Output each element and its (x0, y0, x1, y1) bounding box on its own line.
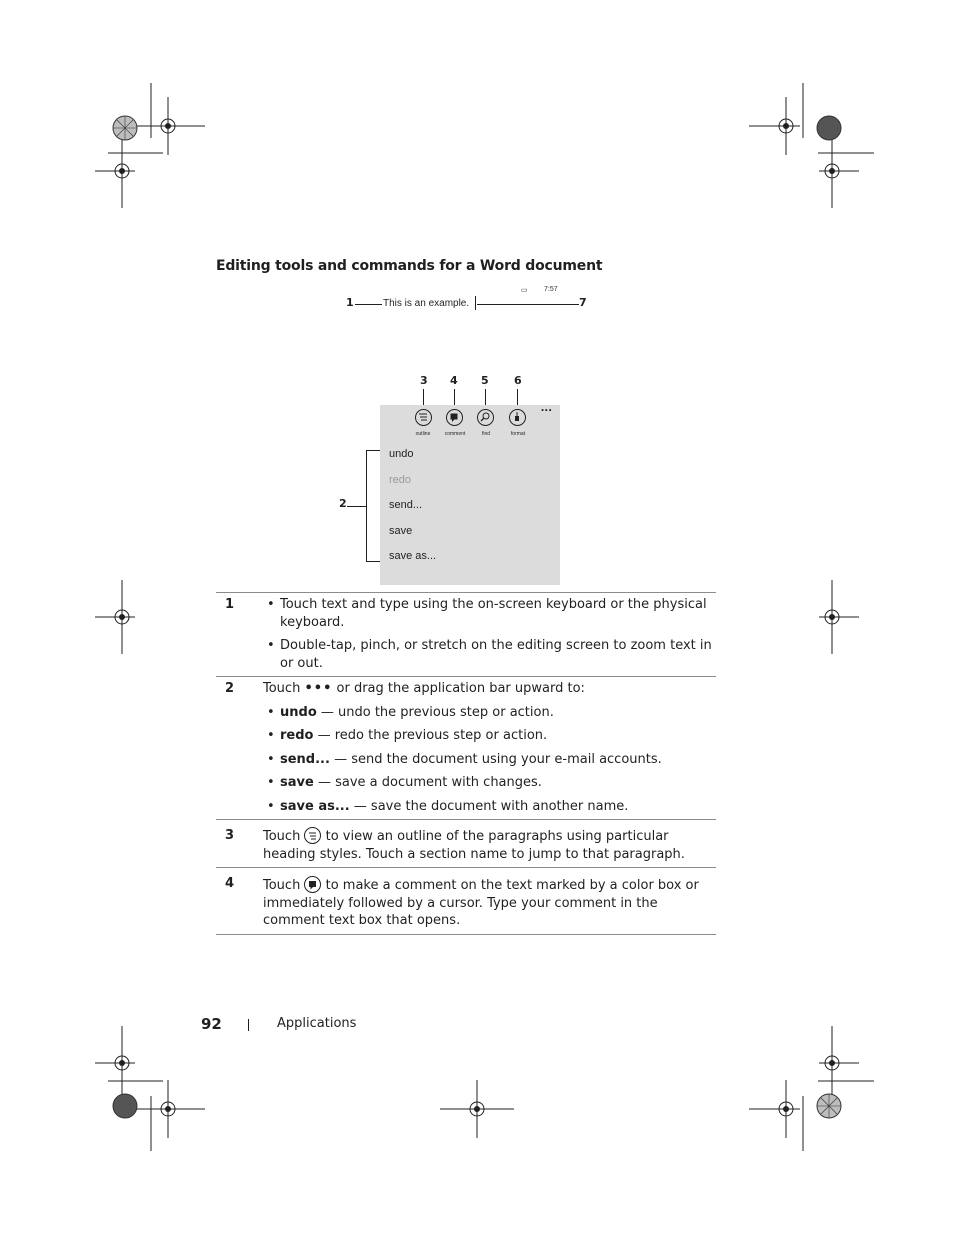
battery-icon: ▭ (521, 287, 528, 294)
more-icon[interactable]: ... (540, 403, 552, 414)
status-time: 7:57 (544, 286, 558, 293)
outline-label: outline (415, 431, 431, 437)
footer-section: Applications (277, 1016, 357, 1031)
list-item: • save as... — save the document with another name. (267, 798, 629, 814)
callout-3: 3 (420, 374, 428, 387)
callout-4: 4 (450, 374, 458, 387)
table-row (216, 677, 716, 820)
list-item: • redo — redo the previous step or action. (267, 728, 548, 743)
row-number: 3 (225, 828, 235, 843)
table-row (216, 593, 716, 677)
document-text[interactable]: This is an example. (383, 298, 470, 309)
row-content (263, 677, 716, 820)
list-item: • Double-tap, pinch, or stretch on the editing screen to zoom text in or out. (267, 638, 712, 671)
list-item: • save — save a document with changes. (267, 775, 542, 790)
table-row (216, 868, 716, 935)
callout-1: 1 (346, 296, 354, 309)
row-number: 4 (225, 876, 235, 891)
outline-icon (304, 827, 321, 844)
callout-7-line (477, 304, 579, 305)
row-content: Touch to view an outline of the paragraphs using particular heading styles. Touch a section name to jump to that paragraph. (263, 829, 685, 862)
callout-6: 6 (514, 374, 522, 387)
list-item: • Touch text and type using the on-screen keyboard or the physical keyboard. (267, 597, 707, 630)
callout-2-line (347, 506, 366, 507)
description-table (216, 592, 716, 935)
row-number: 1 (225, 597, 235, 612)
section-title: Editing tools and commands for a Word document (216, 258, 603, 274)
callout-1-line (355, 304, 382, 305)
row-content (263, 593, 716, 677)
callout-5: 5 (481, 374, 489, 387)
row-content: Touch to make a comment on the text marked by a color box or immediately followed by a cursor. Type your comment in the comment text box that opens. (263, 878, 699, 928)
comment-label: comment (444, 431, 466, 437)
menu-undo[interactable]: undo (389, 448, 414, 460)
table-row (216, 820, 716, 868)
ellipsis-icon: ••• (304, 681, 333, 696)
footer-separator (248, 1019, 249, 1031)
row-number: 2 (225, 681, 235, 696)
format-label: format (510, 431, 526, 437)
callout-2: 2 (339, 497, 347, 510)
comment-icon (304, 876, 321, 893)
list-item: • send... — send the document using your e-mail accounts. (267, 751, 662, 767)
menu-redo[interactable]: redo (389, 474, 412, 486)
page-number: 92 (201, 1015, 222, 1033)
application-bar (380, 405, 560, 585)
format-icon[interactable] (509, 409, 526, 426)
menu-save-as[interactable]: save as... (389, 550, 437, 562)
comment-icon[interactable] (446, 409, 463, 426)
bracket-vertical (366, 450, 367, 562)
find-icon[interactable] (477, 409, 494, 426)
outline-icon[interactable] (415, 409, 432, 426)
text-cursor (475, 296, 476, 310)
menu-send[interactable]: send... (389, 499, 423, 511)
find-label: find (481, 431, 491, 437)
callout-7: 7 (579, 296, 587, 309)
row-intro: Touch ••• or drag the application bar upward to: (263, 681, 585, 696)
menu-save[interactable]: save (389, 525, 413, 537)
list-item: • undo — undo the previous step or action. (267, 704, 554, 720)
